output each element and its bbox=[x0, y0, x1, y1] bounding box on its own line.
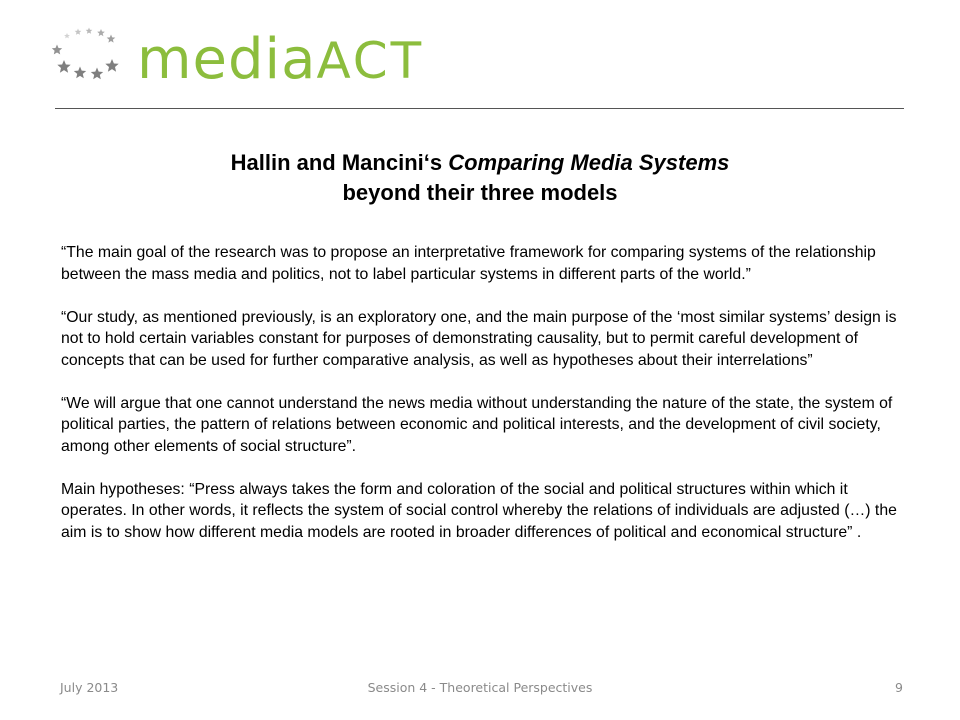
logo-text-accent: ACT bbox=[316, 32, 425, 90]
star-icon bbox=[52, 45, 62, 55]
quote-paragraph: “The main goal of the research was to propose an interpretative framework for comparing systems of the relationship between the mass media and politics, not to label particular systems in different parts of the world.” bbox=[61, 244, 876, 283]
footer-page-number: 9 bbox=[895, 680, 903, 695]
header-divider bbox=[55, 108, 904, 109]
slide-body bbox=[61, 242, 901, 565]
star-icon bbox=[64, 33, 70, 38]
title-text: Hallin and Mancini‘s bbox=[230, 150, 449, 175]
logo-wordmark bbox=[137, 28, 424, 93]
footer-date: July 2013 bbox=[60, 680, 119, 695]
mediaact-logo bbox=[45, 22, 425, 94]
title-book-name: Comparing Media Systems bbox=[448, 150, 730, 175]
title-subtitle: beyond their three models bbox=[342, 180, 618, 205]
star-icon bbox=[86, 28, 93, 34]
hypotheses-paragraph: Main hypotheses: “Press always takes the form and coloration of the social and political structures within which it operates. In other words, it reflects the system of social control whereby the relations of individuals are adjusted (…) the aim is to show how different media models are rooted in broader differences of political and economical structure” . bbox=[61, 480, 897, 541]
stars-icon bbox=[45, 22, 135, 94]
star-icon bbox=[75, 29, 82, 35]
star-icon bbox=[57, 60, 70, 73]
logo-text-main: media bbox=[137, 27, 317, 92]
star-icon bbox=[74, 67, 86, 79]
star-icon bbox=[107, 35, 116, 43]
footer-session: Session 4 - Theoretical Perspectives bbox=[367, 680, 593, 695]
star-icon bbox=[97, 29, 105, 36]
star-icon bbox=[91, 68, 103, 80]
slide-title bbox=[60, 148, 900, 208]
quote-paragraph: “Our study, as mentioned previously, is an exploratory one, and the main purpose of the ‘most similar systems’ design is not to hold certain variables constant for purposes of demonstrating causality, but to permit careful development of concepts that can be used for further comparative analysis, as well as hypotheses about their interrelations” bbox=[61, 308, 897, 369]
star-icon bbox=[105, 59, 118, 72]
quote-paragraph: “We will argue that one cannot understand the news media without understanding the nature of the state, the system of political parties, the pattern of relations between economic and political interests, and the development of civil society, among other elements of social structure”. bbox=[61, 394, 893, 455]
